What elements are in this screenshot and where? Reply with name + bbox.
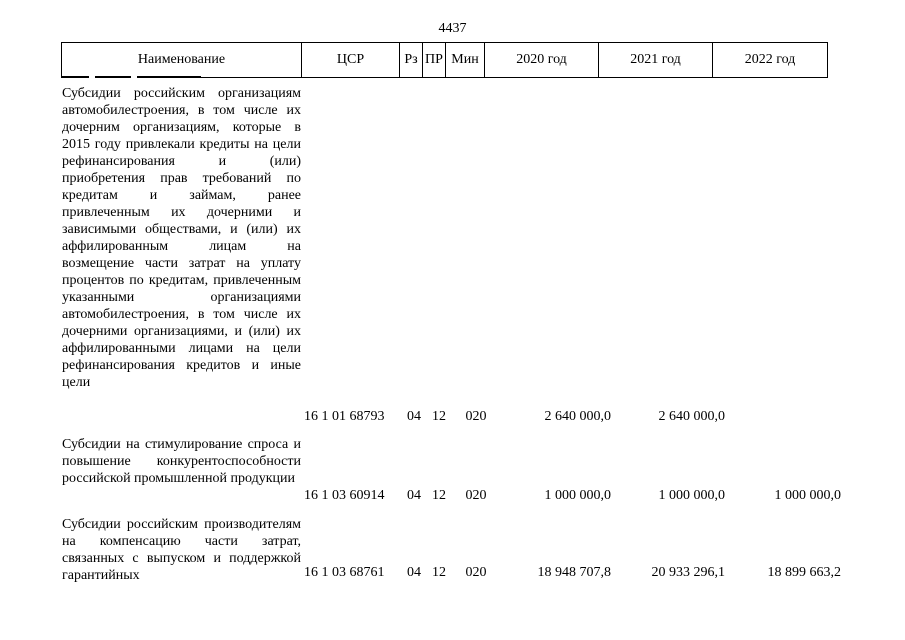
row-pr: 12	[432, 488, 446, 503]
row-2022: 18 899 663,2	[767, 565, 841, 580]
table-header	[61, 42, 828, 78]
table-row	[61, 85, 841, 425]
row-rz: 04	[407, 409, 421, 424]
header-row	[62, 43, 828, 78]
row-name: Субсидии российским производителям на компенсацию части затрат, связанных с выпуском и поддержкой гарантийных	[62, 517, 301, 583]
row-2021: 2 640 000,0	[658, 409, 725, 424]
table-row	[61, 516, 841, 584]
header-name: Наименование	[62, 43, 302, 78]
header-min: Мин	[446, 43, 485, 78]
row-2020: 1 000 000,0	[544, 488, 611, 503]
row-2022: 1 000 000,0	[774, 488, 841, 503]
row-rz: 04	[407, 565, 421, 580]
header-csr: ЦСР	[302, 43, 400, 78]
row-min: 020	[465, 409, 487, 424]
table-row	[61, 436, 841, 504]
header-rz: Рз	[400, 43, 423, 78]
row-csr: 16 1 01 68793	[304, 409, 385, 424]
row-name: Субсидии российским организациям автомобилестроения, в том числе их дочерним организациям, которые в 2015 году привлекали кредиты на цели рефинансирования и (или) приобретения прав требований по кредитам и займам, ранее привлеченным их дочерними и зависимыми обществами, и (или) их аффилированным лицам на возмещение части затрат на уплату процентов по кредитам, привлеченным указанными организациями автомобилестроения, в том числе их дочерними организациями, и (или) их аффилированными лицами на цели рефинансирования кредитов и иные цели	[62, 86, 301, 390]
row-pr: 12	[432, 565, 446, 580]
row-min: 020	[465, 565, 487, 580]
row-2020: 18 948 707,8	[537, 565, 611, 580]
row-pr: 12	[432, 409, 446, 424]
row-csr: 16 1 03 68761	[304, 565, 385, 580]
header-2022: 2022 год	[713, 43, 828, 78]
header-2021: 2021 год	[599, 43, 713, 78]
header-pr: ПР	[423, 43, 446, 78]
page-number: 4437	[438, 21, 467, 36]
row-2021: 20 933 296,1	[651, 565, 725, 580]
row-2021: 1 000 000,0	[658, 488, 725, 503]
row-min: 020	[465, 488, 487, 503]
header-underline-mark	[61, 76, 201, 78]
row-csr: 16 1 03 60914	[304, 488, 385, 503]
header-2020: 2020 год	[485, 43, 599, 78]
row-name: Субсидии на стимулирование спроса и повышение конкурентоспособности российской промышленной продукции	[62, 437, 301, 486]
row-rz: 04	[407, 488, 421, 503]
row-2020: 2 640 000,0	[544, 409, 611, 424]
